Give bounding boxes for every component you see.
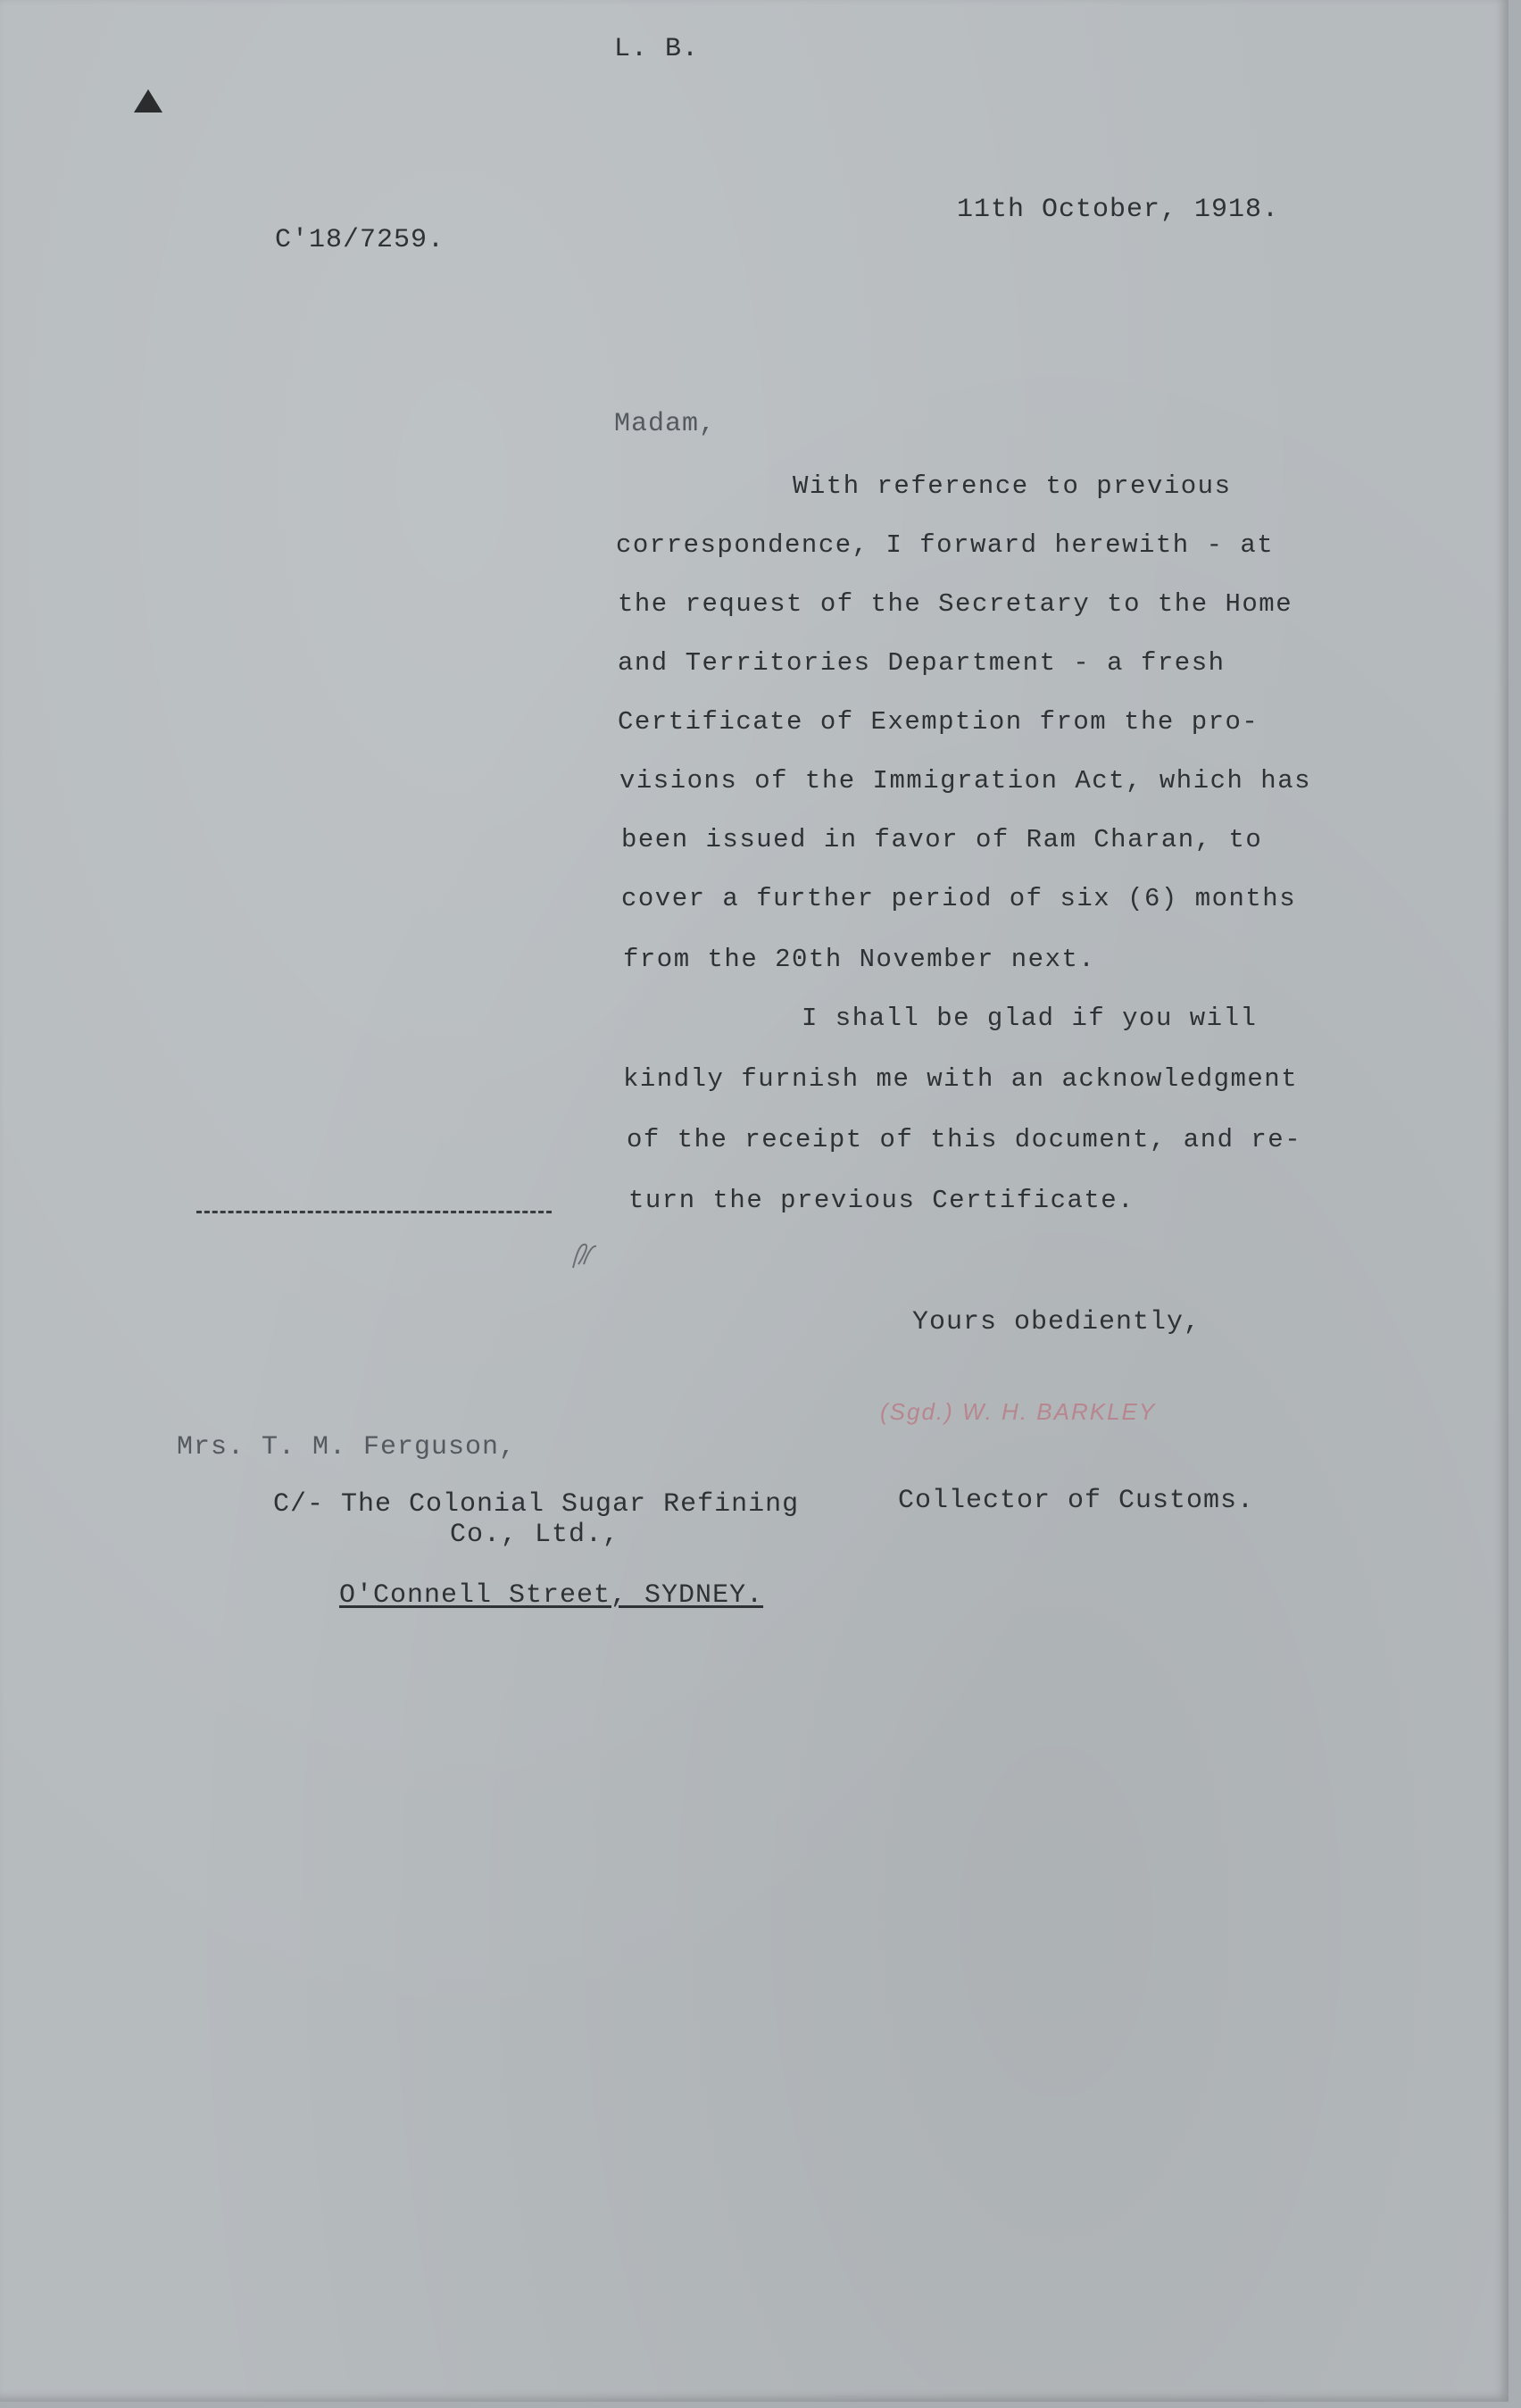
dashed-rule [196,1211,552,1213]
letter-date: 11th October, 1918. [957,195,1280,225]
addressee-line1: C/- The Colonial Sugar Refining [273,1489,800,1520]
body-line: kindly furnish me with an acknowledgment [623,1064,1299,1094]
body-line: cover a further period of six (6) months [621,884,1297,913]
body-line: been issued in favor of Ram Charan, to [621,825,1263,854]
body-line: Certificate of Exemption from the pro- [618,707,1259,737]
salutation: Madam, [614,409,717,439]
body-line: turn the previous Certificate. [628,1186,1135,1215]
addressee-line3: O'Connell Street, SYDNEY. [339,1580,764,1611]
signatory-title: Collector of Customs. [898,1486,1255,1516]
body-line: of the receipt of this document, and re- [627,1125,1302,1154]
body-line: correspondence, I forward herewith - at [616,530,1275,560]
body-line: With reference to previous [793,471,1232,501]
body-line: visions of the Immigration Act, which has [619,766,1312,796]
letterbook-mark: L. B. [614,34,700,64]
torn-corner-mark [134,89,162,112]
pencil-mark [568,1237,600,1273]
closing: Yours obediently, [912,1307,1201,1337]
file-reference: C'18/7259. [275,225,445,255]
body-line: the request of the Secretary to the Home [618,589,1293,619]
body-line: I shall be glad if you will [802,1004,1258,1033]
body-line: and Territories Department - a fresh [618,648,1226,678]
addressee-line2: Co., Ltd., [450,1520,620,1550]
signature-stamp: (Sgd.) W. H. BARKLEY [880,1398,1157,1425]
body-line: from the 20th November next. [623,945,1096,974]
addressee-name: Mrs. T. M. Ferguson, [177,1432,517,1462]
